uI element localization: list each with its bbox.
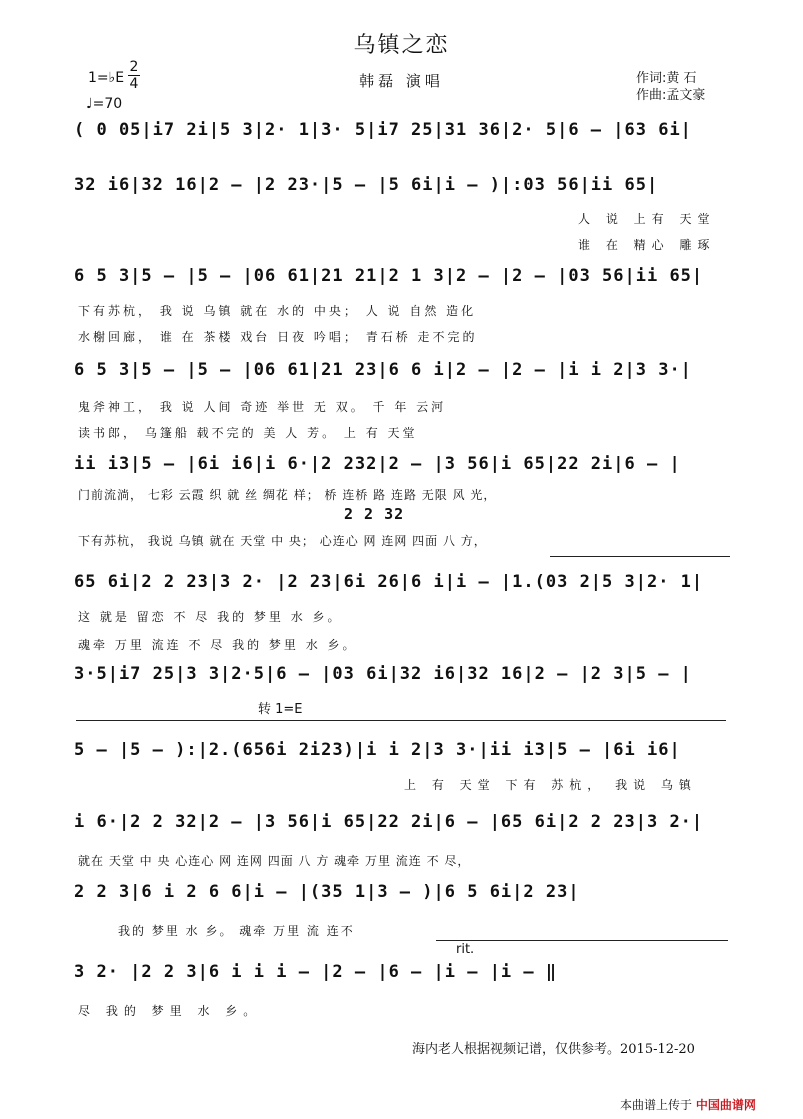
score-row-5-variant: 2 2 32 (344, 505, 405, 523)
lyricist-credit: 作词:黄 石 (636, 71, 697, 86)
score-row-11: 3 2· |2 2 3|6 i i i – |2 – |6 – |i – |i – ‖ (74, 962, 558, 982)
second-ending-bracket (226, 720, 726, 721)
lyric-row-11: 尽 我的 梦里 水 乡。 (78, 1004, 262, 1018)
lyric-row-2-verse-1: 人 说 上有 天堂 (578, 212, 716, 226)
lyric-row-3-verse-1: 下有苏杭， 我 说 乌镇 就在 水的 中央； 人 说 自然 造化 (78, 304, 477, 318)
lyric-row-6-verse-2: 魂牵 万里 流连 不 尽 我的 梦里 水 乡。 (78, 638, 358, 652)
ritardando-mark: rit. (456, 942, 475, 957)
score-row-10: 2 2 3|6 i 2 6 6|i – |(35 1|3 – )|6 5 6i|2 23| (74, 882, 580, 902)
upload-prefix: 本曲谱上传于 (620, 1098, 693, 1112)
repeat-bracket (76, 720, 226, 721)
lyric-row-8: 上 有 天堂 下有 苏杭， 我说 乌镇 (404, 778, 697, 792)
lyric-row-5-verse-1: 门前流淌， 七彩 云霞 织 就 丝 绸花 样； 桥 连桥 路 连路 无限 风 光， (78, 488, 497, 502)
site-logo-text[interactable]: 中国曲谱网 (695, 1098, 756, 1112)
lyric-row-4-verse-1: 鬼斧神工， 我 说 人间 奇迹 举世 无 双。 千 年 云河 (78, 400, 447, 414)
score-row-5: ii i3|5 – |6i i6|i 6·|2 232|2 – |3 56|i 65|22 2i|6 – | (74, 454, 681, 474)
lyric-row-10: 我的 梦里 水 乡。 魂牵 万里 流 连不 (118, 924, 355, 938)
lyric-row-6-verse-1: 这 就是 留恋 不 尽 我的 梦里 水 乡。 (78, 610, 343, 624)
key-signature: 1=♭E (88, 70, 125, 86)
singer-credit: 韩磊 演唱 (359, 72, 444, 90)
first-ending-bracket (550, 556, 730, 557)
score-row-8: 5 – |5 – ):|2.(656i 2i23)|i i 2|3 3·|ii i3|5 – |6i i6| (74, 740, 681, 760)
lyric-row-2-verse-2: 谁 在 精心 雕琢 (578, 238, 716, 252)
score-row-6: 65 6i|2 2 23|3 2· |2 23|6i 26|6 i|i – |1.(03 2|5 3|2· 1| (74, 572, 704, 592)
score-row-4: 6 5 3|5 – |5 – |06 61|21 23|6 6 i|2 – |2 – |i i 2|3 3·| (74, 360, 692, 380)
lyric-row-4-verse-2: 读书郎， 乌篷船 载不完的 美 人 芳。 上 有 天堂 (78, 426, 418, 440)
transcription-note: 海内老人根据视频记谱，仅供参考。2015-12-20 (412, 1042, 695, 1057)
song-title: 乌镇之恋 (353, 33, 450, 58)
score-row-1: ( 0 05|i7 2i|5 3|2· 1|3· 5|i7 25|31 36|2· 5|6 – |63 6i| (74, 120, 692, 140)
time-signature-top: 2 (129, 59, 139, 75)
modulation-mark: 转 1=E (258, 702, 303, 717)
lyric-row-5-verse-2: 下有苏杭， 我说 乌镇 就在 天堂 中 央； 心连心 网 连网 四面 八 方， (78, 534, 487, 548)
score-row-9: i 6·|2 2 32|2 – |3 56|i 65|22 2i|6 – |65 6i|2 2 23|3 2·| (74, 812, 704, 832)
score-row-7: 3·5|i7 25|3 3|2·5|6 – |03 6i|32 i6|32 16|2 – |2 3|5 – | (74, 664, 692, 684)
author-credits (636, 70, 705, 104)
upload-credit (620, 1096, 756, 1113)
composer-credit: 作曲:孟文豪 (636, 88, 706, 103)
score-row-2: 32 i6|32 16|2 – |2 23·|5 – |5 6i|i – )|:03 56|ii 65| (74, 175, 659, 195)
lyric-row-9: 就在 天堂 中 央 心连心 网 连网 四面 八 方 魂牵 万里 流连 不 尽， (78, 854, 471, 868)
ritardando-line (436, 940, 728, 941)
tempo-mark: ♩=70 (86, 96, 123, 112)
lyric-row-3-verse-2: 水榭回廊， 谁 在 茶楼 戏台 日夜 吟唱； 青石桥 走不完的 (78, 330, 478, 344)
score-row-3: 6 5 3|5 – |5 – |06 61|21 21|2 1 3|2 – |2 – |03 56|ii 65| (74, 266, 704, 286)
time-signature-bottom: 4 (129, 76, 139, 92)
